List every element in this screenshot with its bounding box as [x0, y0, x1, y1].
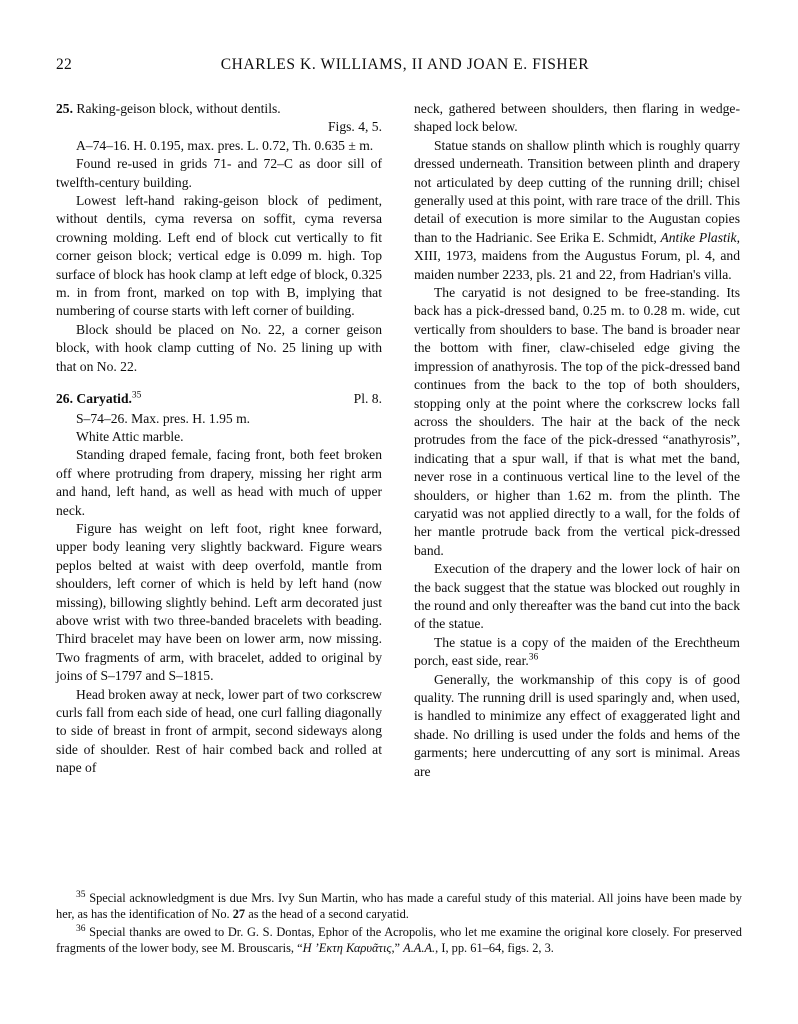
entry-26-heading — [56, 390, 382, 408]
entry-25-number: 25. — [56, 101, 73, 116]
entry-26-para-3: Figure has weight on left foot, right knee forward, upper body leaning very slightly backward. Figure wears peplos belted at waist with deep overfold, mantle from shoulders, left corner of which is held by left hand (now missing), billowing slightly behind. Left arm decorated just above wrist with two three-banded bracelets with beading. Third bracelet may have been on lower arm, now missing. Two fragments of arm, with bracelet, added to original by joins of S–1797 and S–1815. — [56, 520, 382, 684]
entry-25-title: Raking-geison block, without dentils. — [76, 101, 281, 116]
entry-26-plate: Pl. 8. — [353, 391, 382, 407]
footnote-36 — [56, 924, 742, 957]
left-column — [56, 100, 382, 778]
running-head-title: CHARLES K. WILLIAMS, II AND JOAN E. FISHER — [220, 56, 590, 73]
entry-26-para-2: Standing draped female, facing front, both feet broken off where protruding from drapery, missing her right arm and hand, left hand, as well as head with much of upper neck. — [56, 447, 382, 518]
right-para-2: The caryatid is not designed to be free-standing. Its back has a pick-dressed band, 0.25 m. to 0.28 m. wide, cut vertically from shoulders to base. The band is broader near the bottom with finer, claw-chiseled edge giving the impression of anathyrosis. The top of the pick-dressed band continues from the back to the top of both shoulders, stopping only at the point where the corkscrew locks fall across the shoulders. The hair at the back of the neck protrudes from the face of the pick-dressed “anathyrosis”, indicating that a spur wall, if that is what met the band, never rose in a continuous vertical line to the level of the shoulders, or higher than 1.62 m. from the plinth. The caryatid was not applied directly to a wall, for the folds of her mantle protrude back from the vertical pick-dressed band. — [414, 285, 740, 558]
entry-26-heading-left — [56, 390, 141, 408]
entry-25-figs: Figs. 4, 5. — [327, 119, 382, 135]
entry-26-footnote-marker: 35 — [131, 390, 142, 401]
footnote-36-marker: 36 — [76, 923, 86, 934]
entry-26-para-4: Head broken away at neck, lower part of two corkscrew curls fall from each side of head, one curl falling diagonally to side of breast in front of armpit, second sideways along side of shoulder. Rest of hair combed back and rolled at nape of — [56, 686, 382, 776]
right-para-4: The statue is a copy of the maiden of the Erechtheum porch, east side, rear.$^{36}$ — [414, 634, 740, 669]
page-number: 22 — [56, 56, 72, 73]
right-para-5: Generally, the workmanship of this copy is of good quality. The running drill is used sparingly and, when used, is handled to minimize any effect of exaggerated light and shade. No drilling is used under the folds and hems of the garments; here undercutting of any sort is minimal. Areas are — [414, 671, 740, 779]
footnote-35-text: Special acknowledgment is due Mrs. Ivy Sun Martin, who has made a careful study of this material. All joins have been made by her, as has the identification of No. 27 as the head of a second caryatid. — [56, 891, 742, 922]
entry-25-para-1: Found re-used in grids 71- and 72–C as door sill of twelfth-century building. — [56, 156, 382, 190]
entry-25-para-2: Lowest left-hand raking-geison block of pediment, without dentils, cyma reversa on soffit, cyma reversa crowning molding. Left end of block cut vertically to fit corner geison block; vertical edge is 0.099 m. high. Top surface of block has hook clamp at left edge of block, 0.325 m. in from front, marked on top with B, implying that numbering of course starts with left corner of building. — [56, 193, 382, 319]
right-para-0: neck, gathered between shoulders, then flaring in wedge-shaped lock below. — [414, 101, 740, 135]
entry-25-para-0: A–74–16. H. 0.195, max. pres. L. 0.72, Th. 0.635 ± m. — [76, 137, 374, 153]
entry-25-para-3: Block should be placed on No. 22, a corner geison block, with hook clamp cutting of No. 25 lining up with that on No. 22. — [56, 321, 382, 374]
footnotes — [56, 890, 742, 958]
right-para-1: Statue stands on shallow plinth which is roughly quarry dressed underneath. Transition between plinth and drapery not articulated by deep cutting of the running drill; chisel generally used at this point, with rare trace of the drill. This detail of execution is more similar to the Augustan copies than to the Hadrianic. See Erika E. Schmidt, Antike Plastik, XIII, 1973, maidens from the Augustus Forum, pl. 4, and maiden number 2233, pls. 21 and 22, from Hadrian's villa. — [414, 137, 740, 282]
footnote-35 — [56, 890, 742, 923]
entry-26-para-1: White Attic marble. — [76, 428, 184, 444]
right-para-3: Execution of the drapery and the lower lock of hair on the back suggest that the statue was blocked out roughly in the round and only thereafter was the band cut into the back of the statue. — [414, 561, 740, 632]
entry-26-title: Caryatid. — [76, 391, 132, 407]
right-column — [414, 100, 740, 781]
body-columns — [56, 100, 742, 781]
entry-26-number: 26. — [56, 391, 73, 407]
entry-26-para-0: S–74–26. Max. pres. H. 1.95 m. — [76, 410, 251, 426]
footnote-35-marker: 35 — [76, 889, 86, 900]
footnote-36-text: Special thanks are owed to Dr. G. S. Dontas, Ephor of the Acropolis, who let me examine the original kore closely. For preserved fragments of the lower body, see M. Brouscaris, “Η ’Εκτη Καρυᾶτις,” A.A.A., I, pp. 61–64, figs. 2, 3. — [56, 924, 742, 956]
entry-25-heading — [56, 100, 382, 118]
running-head — [56, 56, 742, 74]
